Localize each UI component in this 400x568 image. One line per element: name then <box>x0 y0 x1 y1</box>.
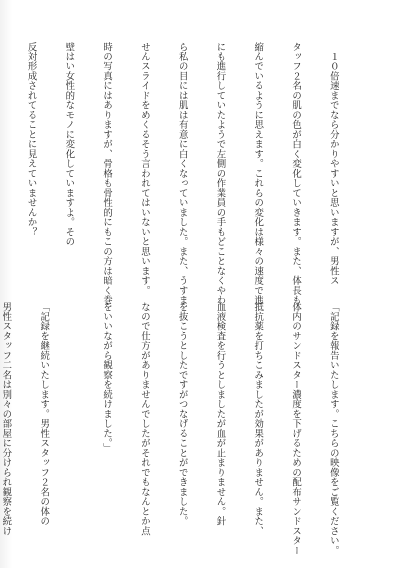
text-column: 反対形成されてることに見えていませんか？ <box>25 42 37 237</box>
text-column: 時の写真にはありますが、骨格も骨性的にもこの方は暗く巻 <box>101 42 113 305</box>
text-column: せんスライドをめくるそう言われてはいないと思います。 <box>138 42 150 296</box>
text-block-bottom <box>0 302 364 556</box>
text-column: タッフ２名の肌の色が白く変化していきます。また、体長も <box>290 42 302 305</box>
text-column: 「記録を報告いたします。こちらの映像をご覧ください。 <box>327 302 339 556</box>
text-block-top <box>18 42 364 305</box>
text-column: 血液検査を行うとしましたが血が止まりません。針 <box>214 302 226 527</box>
text-column: 「記録を継続いたします。男性スタッフ２名の体の <box>38 302 50 527</box>
text-column: １０倍速までなら分かりやすいと思いますが、男性ス <box>327 42 339 286</box>
text-column: を抜こうとしたですがつなげることができました。 <box>176 302 188 527</box>
text-column: なので仕方がありませんでしたがそれでもなんとか点 <box>138 302 150 536</box>
text-column: 縮んでいるように思えます。これらの変化は様々の速度で進 <box>252 42 264 305</box>
text-column: にも進行していたようで左側の作業員の手もどことなくやわ <box>214 42 226 305</box>
text-column: 抵抗薬を打ちこみましたが効果がありません。また、 <box>252 302 264 536</box>
text-column: ら私の目には肌は有意に白くなっていました。また、うすま <box>176 42 188 305</box>
text-column: をいいながら観察を続けました。」 <box>101 302 113 454</box>
text-column: 体内のサンドスター濃度を下げるための配布サンドスター <box>290 302 302 556</box>
text-column: 壁はい女性的なモノに変化していますよ。その <box>63 42 75 247</box>
text-column: 男性スタッフ二名は別々の部屋に分けられ観察を続け <box>0 302 12 536</box>
